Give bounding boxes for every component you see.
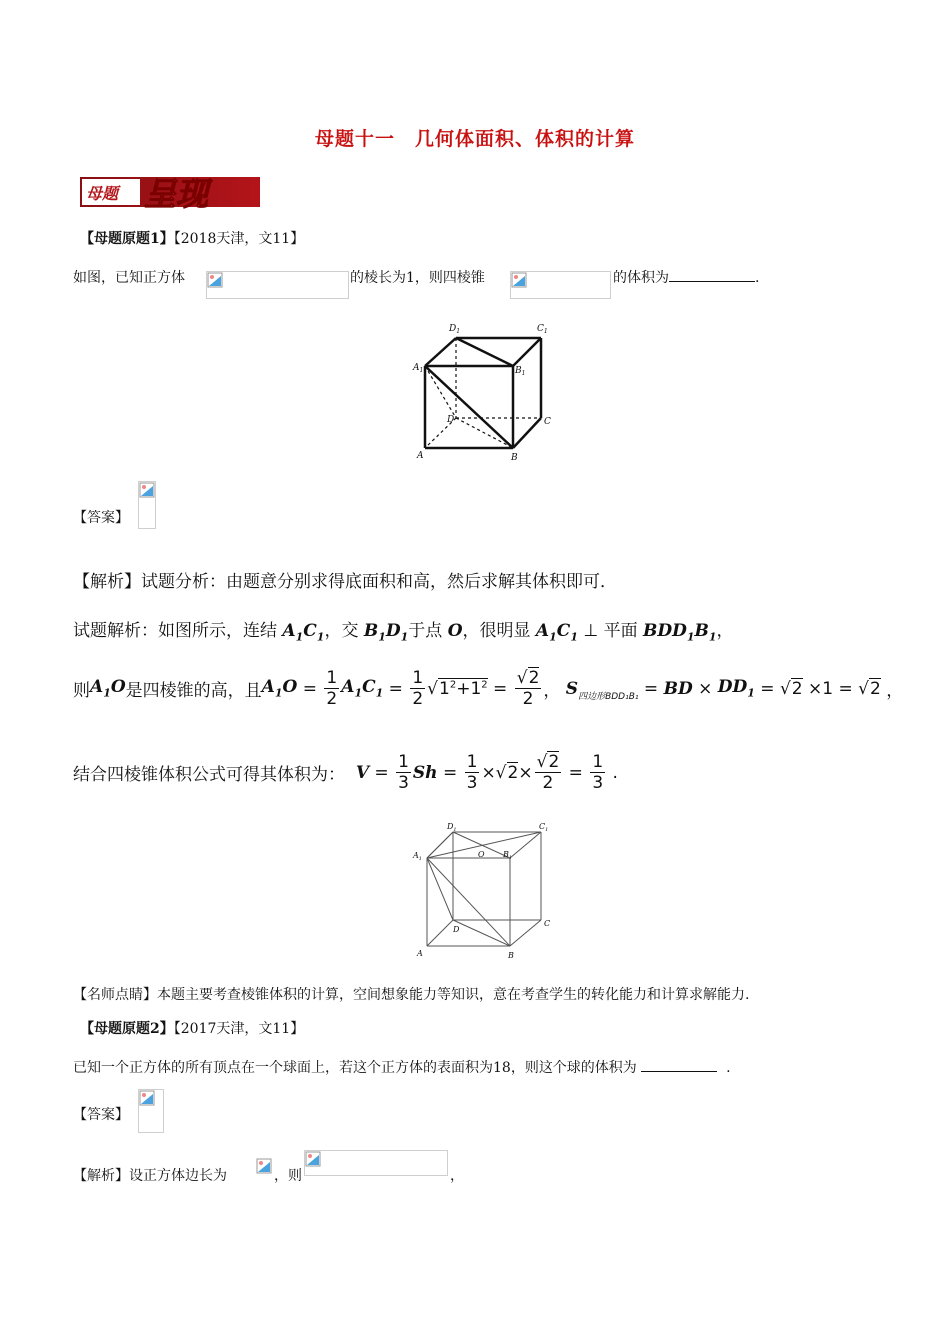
label2-O: O xyxy=(478,850,485,859)
answer1-label: 【答案】 xyxy=(73,510,129,526)
problem1-text-a: 如图，已知正方体 xyxy=(73,270,185,286)
label2-C1: $C_1$ xyxy=(539,822,549,833)
formula-image-pyramid xyxy=(510,271,611,299)
broken-image-icon xyxy=(256,1158,272,1174)
solution2-text-b: ，则 xyxy=(274,1168,302,1184)
problem2-question: 已知一个正方体的所有顶点在一个球面上，若这个正方体的表面积为18，则这个球的体积为 . xyxy=(73,1060,731,1076)
answer2-label: 【答案】 xyxy=(73,1107,129,1123)
area-subscript: 四边形BDD₁B₁ xyxy=(578,692,639,702)
broken-image-icon xyxy=(207,272,223,288)
solution1-line4: 结合四棱锥体积公式可得其体积为： V = $\frac{1}{3}$ Sh = $\frac{1}{3}$ ×√ 2 × $\frac{√2}{2}$ = $\frac{1}{3}$ . xyxy=(73,752,618,793)
solution1-line2: 试题解析：如图所示，连结 $A_1C_1$，交 $B_1D_1$于点 O，很明显 $A_1C_1$ ⊥ 平面 $BDD_1B_1$， xyxy=(73,621,734,644)
label2-A1: $A_1$ xyxy=(413,851,422,862)
solution2-image-b xyxy=(304,1150,448,1176)
answer2-image xyxy=(138,1089,164,1133)
broken-image-icon xyxy=(305,1151,321,1167)
label2-A: A xyxy=(417,949,423,958)
label2-D1: $D_1$ xyxy=(447,822,457,833)
cube-figure-1 xyxy=(405,318,565,467)
solution2-image-a xyxy=(256,1158,272,1178)
formula-image-cube xyxy=(206,271,349,299)
label-D: D xyxy=(447,415,455,425)
solution2-text-a: 【解析】设正方体边长为 xyxy=(73,1168,227,1184)
broken-image-icon xyxy=(511,272,527,288)
section-banner xyxy=(80,169,260,213)
label-D1: $D_1$ xyxy=(449,324,461,335)
broken-image-icon xyxy=(139,482,155,498)
problem1-header: 【母题原题1】【2018天津，文11】 xyxy=(80,231,305,247)
teacher-tip: 【名师点睛】本题主要考查棱锥体积的计算，空间想象能力等知识，意在考查学生的转化能力和计算求解能力. xyxy=(73,987,750,1003)
label-C: C xyxy=(544,417,551,427)
label-A: A xyxy=(417,451,424,461)
solution2-text-c: ， xyxy=(450,1168,464,1184)
problem1-text-c: 的体积为 . xyxy=(613,270,760,286)
label-B: B xyxy=(511,453,518,463)
label2-C: C xyxy=(544,919,551,928)
banner-big-text: 呈现 xyxy=(144,175,209,213)
label-A1: $A_1$ xyxy=(413,363,424,374)
solution1-line1: 【解析】试题分析：由题意分别求得底面积和高，然后求解其体积即可． xyxy=(73,572,617,592)
page-title: 母题十一 几何体面积、体积的计算 xyxy=(314,128,635,150)
problem1-text-b: 的棱长为1，则四棱锥 xyxy=(350,270,485,286)
solution1-line3: 则 $A_1O$ 是四棱锥的高，且 $A_1O$ = $\frac{1}{2}$ $A_1C_1$ = $\frac{1}{2}$ √ $1^2+1^2$ = $\frac{√2}{2}$ ， S 四边形BDD₁B₁ = BD × $DD_1$ = √ 2 ×1 = √ 2 ， xyxy=(73,668,904,709)
label2-B1: $B_1$ xyxy=(503,850,513,861)
answer1-image xyxy=(138,481,156,529)
problem2-header: 【母题原题2】【2017天津，文11】 xyxy=(80,1021,305,1037)
broken-image-icon xyxy=(139,1090,155,1106)
banner-small-text: 母题 xyxy=(86,184,119,203)
label-B1: $B_1$ xyxy=(515,366,526,377)
cube-figure-2 xyxy=(405,820,565,966)
label-C1: $C_1$ xyxy=(537,324,548,335)
label2-B: B xyxy=(508,951,514,960)
label2-D: D xyxy=(453,925,460,934)
